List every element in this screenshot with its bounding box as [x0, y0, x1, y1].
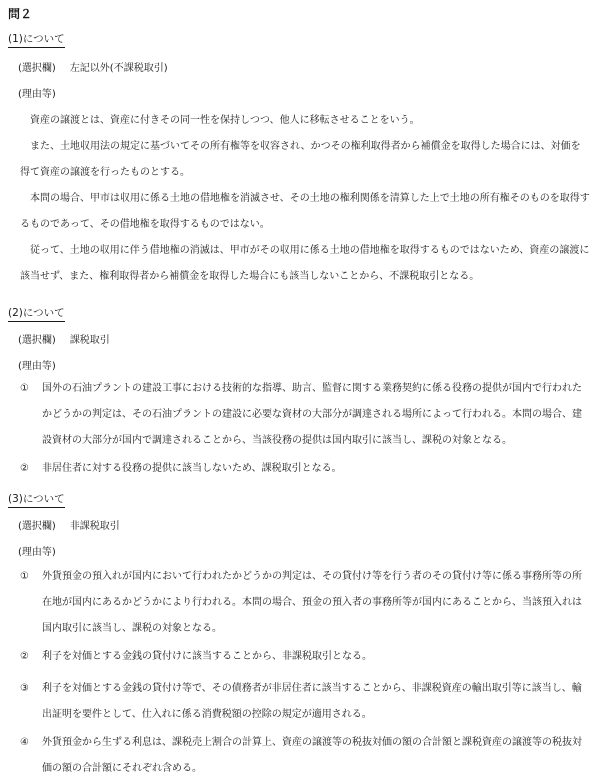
section-1-reason-label: (理由等)	[18, 89, 56, 100]
item-number: ①	[20, 571, 29, 582]
item-text: 国外の石油プラントの建設工事における技術的な指導、助言、監督に関する業務契約に係る役務の提供が国内で行われたかどうかの判定は、その石油プラントの建設に必要な資材の大部分が調達される場所によって行われる。本問の場合、建設資材の大部分が国内で調達されることから、当該役務の提供は国内取引に該当し、課税の対象となる。	[42, 383, 582, 446]
reason-paragraph: また、土地収用法の規定に基づいてその所有権等を収容され、かつその権利取得者から補償金を取得した場合には、対価を得て資産の譲渡を行ったものとする。	[20, 141, 581, 178]
selection-value: 非課税取引	[69, 521, 120, 532]
item-number: ④	[20, 737, 29, 748]
section-2-selection	[18, 334, 110, 348]
reason-paragraph: 本問の場合、甲市は収用に係る土地の借地権を消滅させ、その土地の権利関係を清算した上で土地の所有権そのものを取得するものであって、その借地権を取得するものではない。	[20, 193, 590, 230]
section-1-selection	[18, 62, 168, 76]
section-1-heading: (1)について	[8, 32, 65, 48]
selection-label: (選択欄)	[18, 335, 56, 346]
question-title: 問２	[8, 7, 33, 21]
item-number: ②	[20, 651, 29, 662]
section-2-reason-label: (理由等)	[18, 361, 56, 372]
reason-paragraph: 従って、土地の収用に伴う借地権の消滅は、甲市がその収用に係る土地の借地権を取得するものではないため、資産の譲渡に該当せず、また、権利取得者から補償金を取得した場合にも該当しないことから、不課税取引となる。	[20, 245, 590, 282]
item-text: 外貨預金の預入れが国内において行われたかどうかの判定は、その貸付け等を行う者のその貸付け等に係る事務所等の所在地が国内にあるかどうかにより行われる。本問の場合、預金の預入者の事務所等が国内にあることから、当該預入れは国内取引に該当し、課税の対象となる。	[42, 571, 582, 634]
selection-value: 課税取引	[69, 335, 110, 346]
item-text: 利子を対価とする金銭の貸付けに該当することから、非課税取引となる。	[42, 651, 372, 662]
selection-value: 左記以外(不課税取引)	[69, 63, 168, 74]
selection-label: (選択欄)	[18, 521, 56, 532]
section-3-reason-label: (理由等)	[18, 547, 56, 558]
section-3-heading: (3)について	[8, 492, 65, 508]
item-number: ③	[20, 683, 29, 694]
item-number: ②	[20, 463, 29, 474]
item-text: 利子を対価とする金銭の貸付け等で、その債務者が非居住者に該当することから、非課税資産の輸出取引等に該当し、輸出証明を要件として、仕入れに係る消費税額の控除の規定が適用される。	[42, 683, 582, 720]
section-2-heading: (2)について	[8, 306, 65, 322]
item-number: ①	[20, 383, 29, 394]
item-text: 非居住者に対する役務の提供に該当しないため、課税取引となる。	[42, 463, 342, 474]
selection-label: (選択欄)	[18, 63, 56, 74]
item-text: 外貨預金から生ずる利息は、課税売上割合の計算上、資産の譲渡等の税抜対価の額の合計額と課税資産の譲渡等の税抜対価の額の合計額にそれぞれ含める。	[42, 737, 582, 774]
reason-paragraph: 資産の譲渡とは、資産に付きその同一性を保持しつつ、他人に移転させることをいう。	[30, 115, 420, 126]
section-1-reasons	[20, 108, 590, 290]
section-3-selection	[18, 520, 120, 534]
